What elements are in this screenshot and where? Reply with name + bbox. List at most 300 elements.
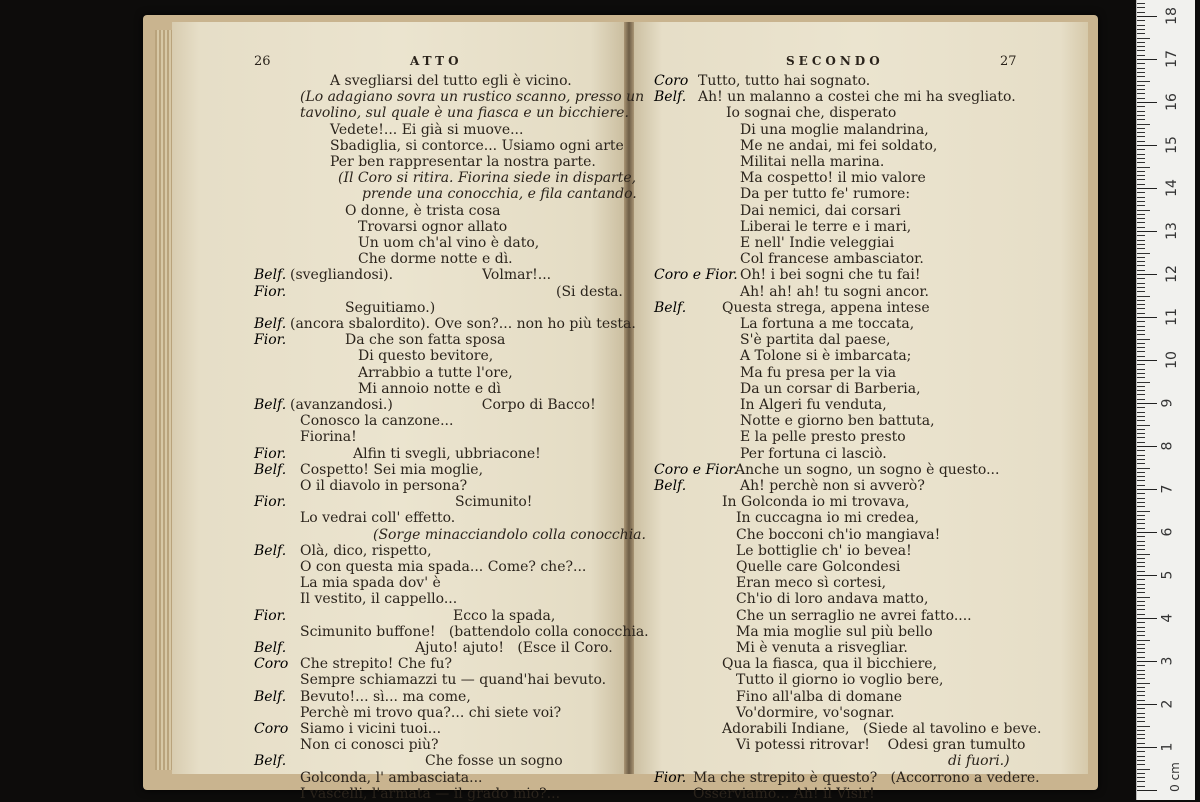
ruler-tick	[1137, 291, 1145, 292]
ruler-tick	[1137, 734, 1145, 735]
ruler-tick	[1137, 579, 1145, 580]
ruler-tick	[1137, 756, 1145, 757]
text-line: Tutto il giorno io voglio bere,	[736, 672, 944, 689]
speaker-label: Fior.	[254, 607, 287, 624]
text-line: (Sorge minacciandolo colla conocchia.	[373, 526, 646, 543]
ruler-tick	[1137, 102, 1157, 103]
text-line: Siamo i vicini tuoi...	[300, 721, 442, 737]
ruler-tick	[1137, 253, 1150, 254]
ruler-number: 17	[1163, 50, 1180, 68]
ruler-tick	[1137, 704, 1157, 705]
ruler-tick	[1137, 132, 1145, 133]
ruler-tick	[1137, 764, 1145, 765]
ruler-tick	[1137, 235, 1145, 236]
text-line: La fortuna a me toccata,	[740, 316, 915, 332]
ruler-tick	[1137, 274, 1157, 275]
ruler-tick	[1137, 536, 1145, 537]
text-line: Adorabili Indiane, (Siede al tavolino e beve.	[722, 721, 1042, 737]
text-line: Che strepito! Che fu?	[300, 656, 452, 673]
ruler-tick	[1137, 356, 1145, 357]
ruler-tick	[1137, 498, 1145, 499]
ruler-tick	[1137, 347, 1145, 348]
text-line: Vi potessi ritrovar! Odesi gran tumulto	[736, 737, 1026, 754]
ruler-tick	[1137, 588, 1145, 589]
left-page-number: 26	[254, 54, 271, 69]
text-line: Anche un sogno, un sogno è questo...	[735, 461, 1000, 478]
speaker-label: Belf.	[254, 267, 287, 284]
ruler-tick	[1137, 515, 1145, 516]
text-line: Da che son fatta sposa	[345, 332, 506, 349]
ruler-tick	[1137, 472, 1145, 473]
text-line: In cuccagna io mi credea,	[736, 510, 920, 527]
ruler-tick	[1137, 29, 1145, 30]
text-line: Sempre schiamazzi tu — quand'hai bevuto.	[300, 672, 607, 689]
ruler-tick	[1137, 128, 1145, 129]
ruler-tick	[1137, 184, 1145, 185]
speaker-label: Belf.	[254, 461, 287, 478]
ruler-number: 16	[1163, 93, 1180, 111]
ruler-tick	[1137, 545, 1145, 546]
text-line: Ecco la spada,	[453, 607, 556, 624]
ruler-number: 3	[1159, 656, 1176, 666]
ruler-tick	[1137, 72, 1145, 73]
text-line: Ah! perchè non si avverò?	[740, 478, 925, 494]
ruler-number: 14	[1163, 179, 1180, 197]
ruler-tick	[1137, 489, 1157, 490]
text-line: Bevuto!... sì... ma come,	[300, 688, 471, 705]
left-running-head: ATTO	[410, 54, 463, 68]
right-running-head: SECONDO	[786, 54, 884, 68]
text-line: Osserviamo... Ah! il Visir!	[693, 785, 875, 802]
ruler-tick	[1137, 111, 1145, 112]
ruler-tick	[1137, 442, 1145, 443]
speaker-label: Coro	[254, 656, 289, 673]
text-line: Che dorme notte e dì.	[358, 251, 513, 268]
ruler-tick	[1137, 571, 1145, 572]
ruler-tick	[1137, 609, 1145, 610]
text-line: Mi annoio notte e dì	[358, 380, 502, 397]
ruler-tick	[1137, 214, 1145, 215]
text-line: prende una conocchia, e fila cantando.	[362, 186, 637, 203]
ruler-tick	[1137, 721, 1145, 722]
ruler-tick	[1137, 747, 1157, 748]
ruler-tick	[1137, 407, 1145, 408]
ruler-tick	[1137, 468, 1150, 469]
ruler-number: 6	[1159, 527, 1176, 537]
ruler-tick	[1137, 304, 1145, 305]
text-line: Col francese ambasciator.	[740, 251, 924, 268]
ruler-tick	[1137, 730, 1145, 731]
text-line: I vascelli, l'armata — il grado mio?...	[300, 785, 561, 802]
speaker-label: Belf.	[654, 89, 687, 106]
ruler-tick	[1137, 373, 1145, 374]
ruler-tick	[1137, 25, 1145, 26]
text-line: Vo'dormire, vo'sognar.	[736, 704, 895, 721]
ruler-tick	[1137, 85, 1145, 86]
speaker-label: Belf.	[254, 397, 287, 413]
text-line: Me ne andai, mi fei soldato,	[740, 137, 938, 154]
ruler-tick	[1137, 700, 1145, 701]
text-line: Sbadiglia, si contorce... Usiamo ogni arte	[330, 137, 624, 154]
speaker-label: Fior.	[654, 769, 687, 786]
ruler-tick	[1137, 506, 1145, 507]
ruler-tick	[1137, 149, 1145, 150]
text-line: Il vestito, il cappello...	[300, 591, 458, 608]
ruler-tick	[1137, 562, 1145, 563]
text-line: Trovarsi ognor allato	[358, 218, 508, 235]
text-line: Militai nella marina.	[740, 154, 885, 170]
text-line: Scimunito!	[455, 494, 533, 511]
ruler-tick	[1137, 558, 1145, 559]
ruler-tick	[1137, 713, 1145, 714]
ruler-tick	[1137, 670, 1145, 671]
ruler-tick	[1137, 38, 1150, 39]
ruler-tick	[1137, 162, 1145, 163]
text-line: Che un serraglio ne avrei fatto....	[736, 607, 972, 624]
ruler-tick	[1137, 63, 1145, 64]
ruler-tick	[1137, 786, 1145, 787]
text-line: Vedete!... Ei già si muove...	[330, 121, 524, 138]
ruler-tick	[1137, 93, 1145, 94]
text-line: Un uom ch'al vino è dato,	[358, 235, 540, 251]
text-line: Ma cospetto! il mio valore	[740, 170, 926, 187]
text-line: Non ci conosci più?	[300, 737, 439, 754]
ruler-number: 13	[1163, 222, 1180, 240]
ruler-tick	[1137, 691, 1145, 692]
text-line: Ma che strepito è questo? (Accorrono a vedere.	[693, 769, 1040, 786]
ruler-tick	[1137, 541, 1145, 542]
text-line: Eran meco sì cortesi,	[736, 575, 887, 592]
speaker-label: Belf.	[254, 316, 287, 332]
ruler-tick	[1137, 523, 1145, 524]
text-line: O il diavolo in persona?	[300, 478, 468, 494]
ruler-tick	[1137, 665, 1145, 666]
ruler-tick	[1137, 429, 1145, 430]
ruler-tick	[1137, 231, 1157, 232]
text-line: Le bottiglie ch' io bevea!	[736, 542, 912, 559]
speaker-label: Belf.	[254, 640, 287, 656]
ruler-tick	[1137, 433, 1145, 434]
ruler-tick	[1137, 390, 1145, 391]
ruler-unit-label: 0 cm	[1167, 762, 1182, 792]
speaker-label: Belf.	[654, 299, 687, 316]
text-line: E la pelle presto presto	[740, 429, 906, 446]
ruler-tick	[1137, 89, 1145, 90]
ruler-tick	[1137, 154, 1145, 155]
ruler-tick	[1137, 167, 1150, 168]
ruler-tick	[1137, 678, 1145, 679]
ruler-tick	[1137, 450, 1145, 451]
ruler-tick	[1137, 502, 1145, 503]
text-line: Oh! i bei sogni che tu fai!	[740, 267, 921, 284]
ruler-tick	[1137, 76, 1145, 77]
text-line: Ch'io di loro andava matto,	[736, 591, 929, 608]
ruler-tick	[1137, 244, 1145, 245]
right-page-number: 27	[1000, 54, 1017, 69]
ruler-tick	[1137, 463, 1145, 464]
text-line: O con questa mia spada... Come? che?...	[300, 559, 587, 575]
text-line: Questa strega, appena intese	[722, 299, 930, 316]
ruler-tick	[1137, 635, 1145, 636]
ruler-tick	[1137, 657, 1145, 658]
ruler-tick	[1137, 648, 1145, 649]
ruler-tick	[1137, 480, 1145, 481]
ruler-tick	[1137, 519, 1145, 520]
ruler-tick	[1137, 145, 1157, 146]
ruler-tick	[1137, 382, 1150, 383]
ruler-tick	[1137, 790, 1157, 791]
ruler-tick	[1137, 257, 1145, 258]
text-line: Da per tutto fe' rumore:	[740, 186, 911, 203]
ruler-tick	[1137, 364, 1145, 365]
ruler-tick	[1137, 308, 1145, 309]
text-line: S'è partita dal paese,	[740, 332, 891, 349]
text-line: Che bocconi ch'io mangiava!	[736, 526, 941, 543]
ruler-tick	[1137, 296, 1150, 297]
ruler-tick	[1137, 394, 1145, 395]
speaker-label: Fior.	[254, 445, 287, 462]
ruler-tick	[1137, 738, 1145, 739]
ruler-tick	[1137, 695, 1145, 696]
speaker-label: Fior.	[254, 494, 287, 511]
ruler-tick	[1137, 59, 1157, 60]
ruler-tick	[1137, 136, 1145, 137]
ruler-tick	[1137, 511, 1150, 512]
speaker-label: Fior.	[254, 283, 287, 300]
ruler-tick	[1137, 7, 1145, 8]
ruler-tick	[1137, 661, 1157, 662]
text-line: Qua la fiasca, qua il bicchiere,	[722, 656, 938, 673]
ruler-tick	[1137, 687, 1145, 688]
ruler-tick	[1137, 760, 1145, 761]
text-line: Fino all'alba di domane	[736, 688, 903, 705]
ruler-tick	[1137, 622, 1145, 623]
ruler-number: 1	[1159, 742, 1176, 752]
ruler-tick	[1137, 554, 1150, 555]
ruler-tick	[1137, 16, 1157, 17]
ruler-number: 11	[1163, 308, 1180, 326]
text-line: (Si desta.	[556, 283, 623, 300]
ruler-tick	[1137, 459, 1145, 460]
ruler-number: 12	[1163, 265, 1180, 283]
text-line: In Golconda io mi trovava,	[722, 494, 910, 511]
text-line: Quelle care Golcondesi	[736, 559, 901, 575]
speaker-label: Coro e Fior.	[654, 267, 738, 284]
ruler-tick	[1137, 769, 1150, 770]
ruler-tick	[1137, 627, 1145, 628]
ruler-tick	[1137, 416, 1145, 417]
ruler-number: 5	[1159, 570, 1176, 580]
ruler-tick	[1137, 98, 1145, 99]
ruler-tick	[1137, 124, 1150, 125]
ruler-tick	[1137, 446, 1157, 447]
ruler-tick	[1137, 158, 1145, 159]
ruler-tick	[1137, 317, 1157, 318]
ruler-tick	[1137, 597, 1150, 598]
ruler-tick	[1137, 377, 1145, 378]
text-line: di fuori.)	[948, 753, 1010, 770]
text-line: Di questo bevitore,	[358, 348, 494, 365]
ruler-tick	[1137, 227, 1145, 228]
ruler-tick	[1137, 403, 1157, 404]
text-line: Conosco la canzone...	[300, 413, 454, 430]
ruler-tick	[1137, 46, 1145, 47]
ruler-tick	[1137, 205, 1145, 206]
text-line: Seguitiamo.)	[345, 299, 436, 316]
ruler-tick	[1137, 55, 1145, 56]
ruler-tick	[1137, 201, 1145, 202]
ruler-tick	[1137, 334, 1145, 335]
ruler-tick	[1137, 248, 1145, 249]
ruler-tick	[1137, 278, 1145, 279]
speaker-label: Fior.	[254, 332, 287, 349]
text-line: Golconda, l' ambasciata...	[300, 769, 483, 786]
text-line: A svegliarsi del tutto egli è vicino.	[330, 73, 572, 89]
ruler-tick	[1137, 270, 1145, 271]
ruler-tick	[1137, 644, 1145, 645]
ruler-tick	[1137, 605, 1145, 606]
speaker-label: Coro	[254, 721, 289, 737]
ruler-tick	[1137, 81, 1150, 82]
ruler-tick	[1137, 674, 1145, 675]
text-line: Perchè mi trovo qua?... chi siete voi?	[300, 704, 562, 721]
ruler-tick	[1137, 399, 1145, 400]
ruler-tick	[1137, 210, 1150, 211]
ruler-tick	[1137, 50, 1145, 51]
ruler-tick	[1137, 321, 1145, 322]
ruler-tick	[1137, 265, 1145, 266]
ruler-tick	[1137, 68, 1145, 69]
ruler-tick	[1137, 420, 1145, 421]
ruler-tick	[1137, 33, 1145, 34]
ruler-number: 7	[1159, 484, 1176, 494]
ruler-tick	[1137, 476, 1145, 477]
speaker-label: Belf.	[254, 753, 287, 770]
ruler-number: 8	[1159, 441, 1176, 451]
ruler-tick	[1137, 528, 1145, 529]
ruler-tick	[1137, 283, 1145, 284]
text-line: Scimunito buffone! (battendolo colla conocchia.	[300, 623, 649, 640]
text-line: In Algeri fu venduta,	[740, 397, 887, 413]
text-line: Ma mia moglie sul più bello	[736, 623, 933, 640]
text-line: Che fosse un sogno	[425, 753, 563, 770]
ruler-tick	[1137, 179, 1145, 180]
text-line: Ah! un malanno a costei che mi ha svegliato.	[698, 89, 1016, 106]
ruler-tick	[1137, 3, 1145, 4]
book-gutter	[624, 22, 634, 774]
ruler-tick	[1137, 330, 1145, 331]
ruler-tick	[1137, 751, 1145, 752]
ruler-tick	[1137, 360, 1157, 361]
ruler-number: 15	[1163, 136, 1180, 154]
ruler-tick	[1137, 652, 1145, 653]
text-line: O donne, è trista cosa	[345, 202, 501, 219]
ruler-tick	[1137, 12, 1145, 13]
ruler-tick	[1137, 287, 1145, 288]
text-line: Ma fu presa per la via	[740, 364, 897, 381]
ruler-tick	[1137, 313, 1145, 314]
text-line: Per fortuna ci lasciò.	[740, 445, 887, 462]
speaker-label: Coro	[654, 73, 689, 89]
text-line: A Tolone si è imbarcata;	[740, 348, 912, 365]
ruler-tick	[1137, 773, 1145, 774]
text-line: Dai nemici, dai corsari	[740, 202, 901, 219]
text-line: Di una moglie malandrina,	[740, 121, 929, 138]
ruler-tick	[1137, 777, 1145, 778]
ruler-tick	[1137, 222, 1145, 223]
ruler-tick	[1137, 171, 1145, 172]
ruler-tick	[1137, 369, 1145, 370]
text-line: Notte e giorno ben battuta,	[740, 413, 935, 430]
text-line: Lo vedrai coll' effetto.	[300, 510, 456, 527]
ruler-tick	[1137, 326, 1145, 327]
ruler-tick	[1137, 351, 1145, 352]
text-line: Arrabbio a tutte l'ore,	[358, 364, 513, 381]
text-line: (avanzandosi.) Corpo di Bacco!	[290, 397, 596, 413]
ruler-tick	[1137, 485, 1145, 486]
ruler-number: 4	[1159, 613, 1176, 623]
ruler-number: 2	[1159, 699, 1176, 709]
ruler-tick	[1137, 493, 1145, 494]
ruler-tick	[1137, 614, 1145, 615]
ruler-tick	[1137, 455, 1145, 456]
ruler-tick	[1137, 119, 1145, 120]
text-line: (Il Coro si ritira. Fiorina siede in disparte,	[338, 170, 637, 187]
ruler-tick	[1137, 566, 1145, 567]
text-line: (ancora sbalordito). Ove son?... non ho più testa.	[290, 316, 636, 332]
text-line: Mi è venuta a risvegliar.	[736, 640, 908, 656]
text-line: Olà, dico, rispetto,	[300, 542, 432, 559]
text-line: tavolino, sul quale è una fiasca e un bicchiere.	[300, 105, 629, 122]
ruler-tick	[1137, 188, 1157, 189]
text-line: Da un corsar di Barberia,	[740, 380, 921, 397]
text-line: La mia spada dov' è	[300, 575, 441, 592]
text-line: Cospetto! Sei mia moglie,	[300, 461, 484, 478]
ruler-tick	[1137, 592, 1145, 593]
text-line: Tutto, tutto hai sognato.	[698, 73, 871, 89]
ruler-tick	[1137, 106, 1145, 107]
speaker-label: Coro e Fior.	[654, 461, 738, 478]
ruler-tick	[1137, 549, 1145, 550]
ruler-tick	[1137, 726, 1150, 727]
ruler-tick	[1137, 115, 1145, 116]
ruler-tick	[1137, 339, 1150, 340]
speaker-label: Belf.	[654, 478, 687, 494]
ruler-tick	[1137, 781, 1145, 782]
ruler-tick	[1137, 640, 1150, 641]
ruler-tick	[1137, 192, 1145, 193]
ruler-tick	[1137, 601, 1145, 602]
ruler-tick	[1137, 412, 1145, 413]
text-line: Alfin ti svegli, ubbriacone!	[353, 445, 541, 462]
ruler-tick	[1137, 425, 1150, 426]
ruler-tick	[1137, 631, 1145, 632]
ruler-tick	[1137, 175, 1145, 176]
text-line: Ajuto! ajuto! (Esce il Coro.	[415, 640, 613, 656]
text-line: (Lo adagiano sovra un rustico scanno, presso un	[300, 89, 645, 106]
ruler-tick	[1137, 708, 1145, 709]
ruler-number: 18	[1163, 7, 1180, 25]
ruler-tick	[1137, 240, 1145, 241]
ruler-tick	[1137, 437, 1145, 438]
ruler-tick	[1137, 300, 1145, 301]
ruler-tick	[1137, 584, 1145, 585]
ruler-tick	[1137, 218, 1145, 219]
text-line: (svegliandosi). Volmar!...	[290, 267, 552, 284]
ruler-tick	[1137, 683, 1150, 684]
ruler-tick	[1137, 343, 1145, 344]
text-line: E nell' Indie veleggiai	[740, 235, 895, 251]
